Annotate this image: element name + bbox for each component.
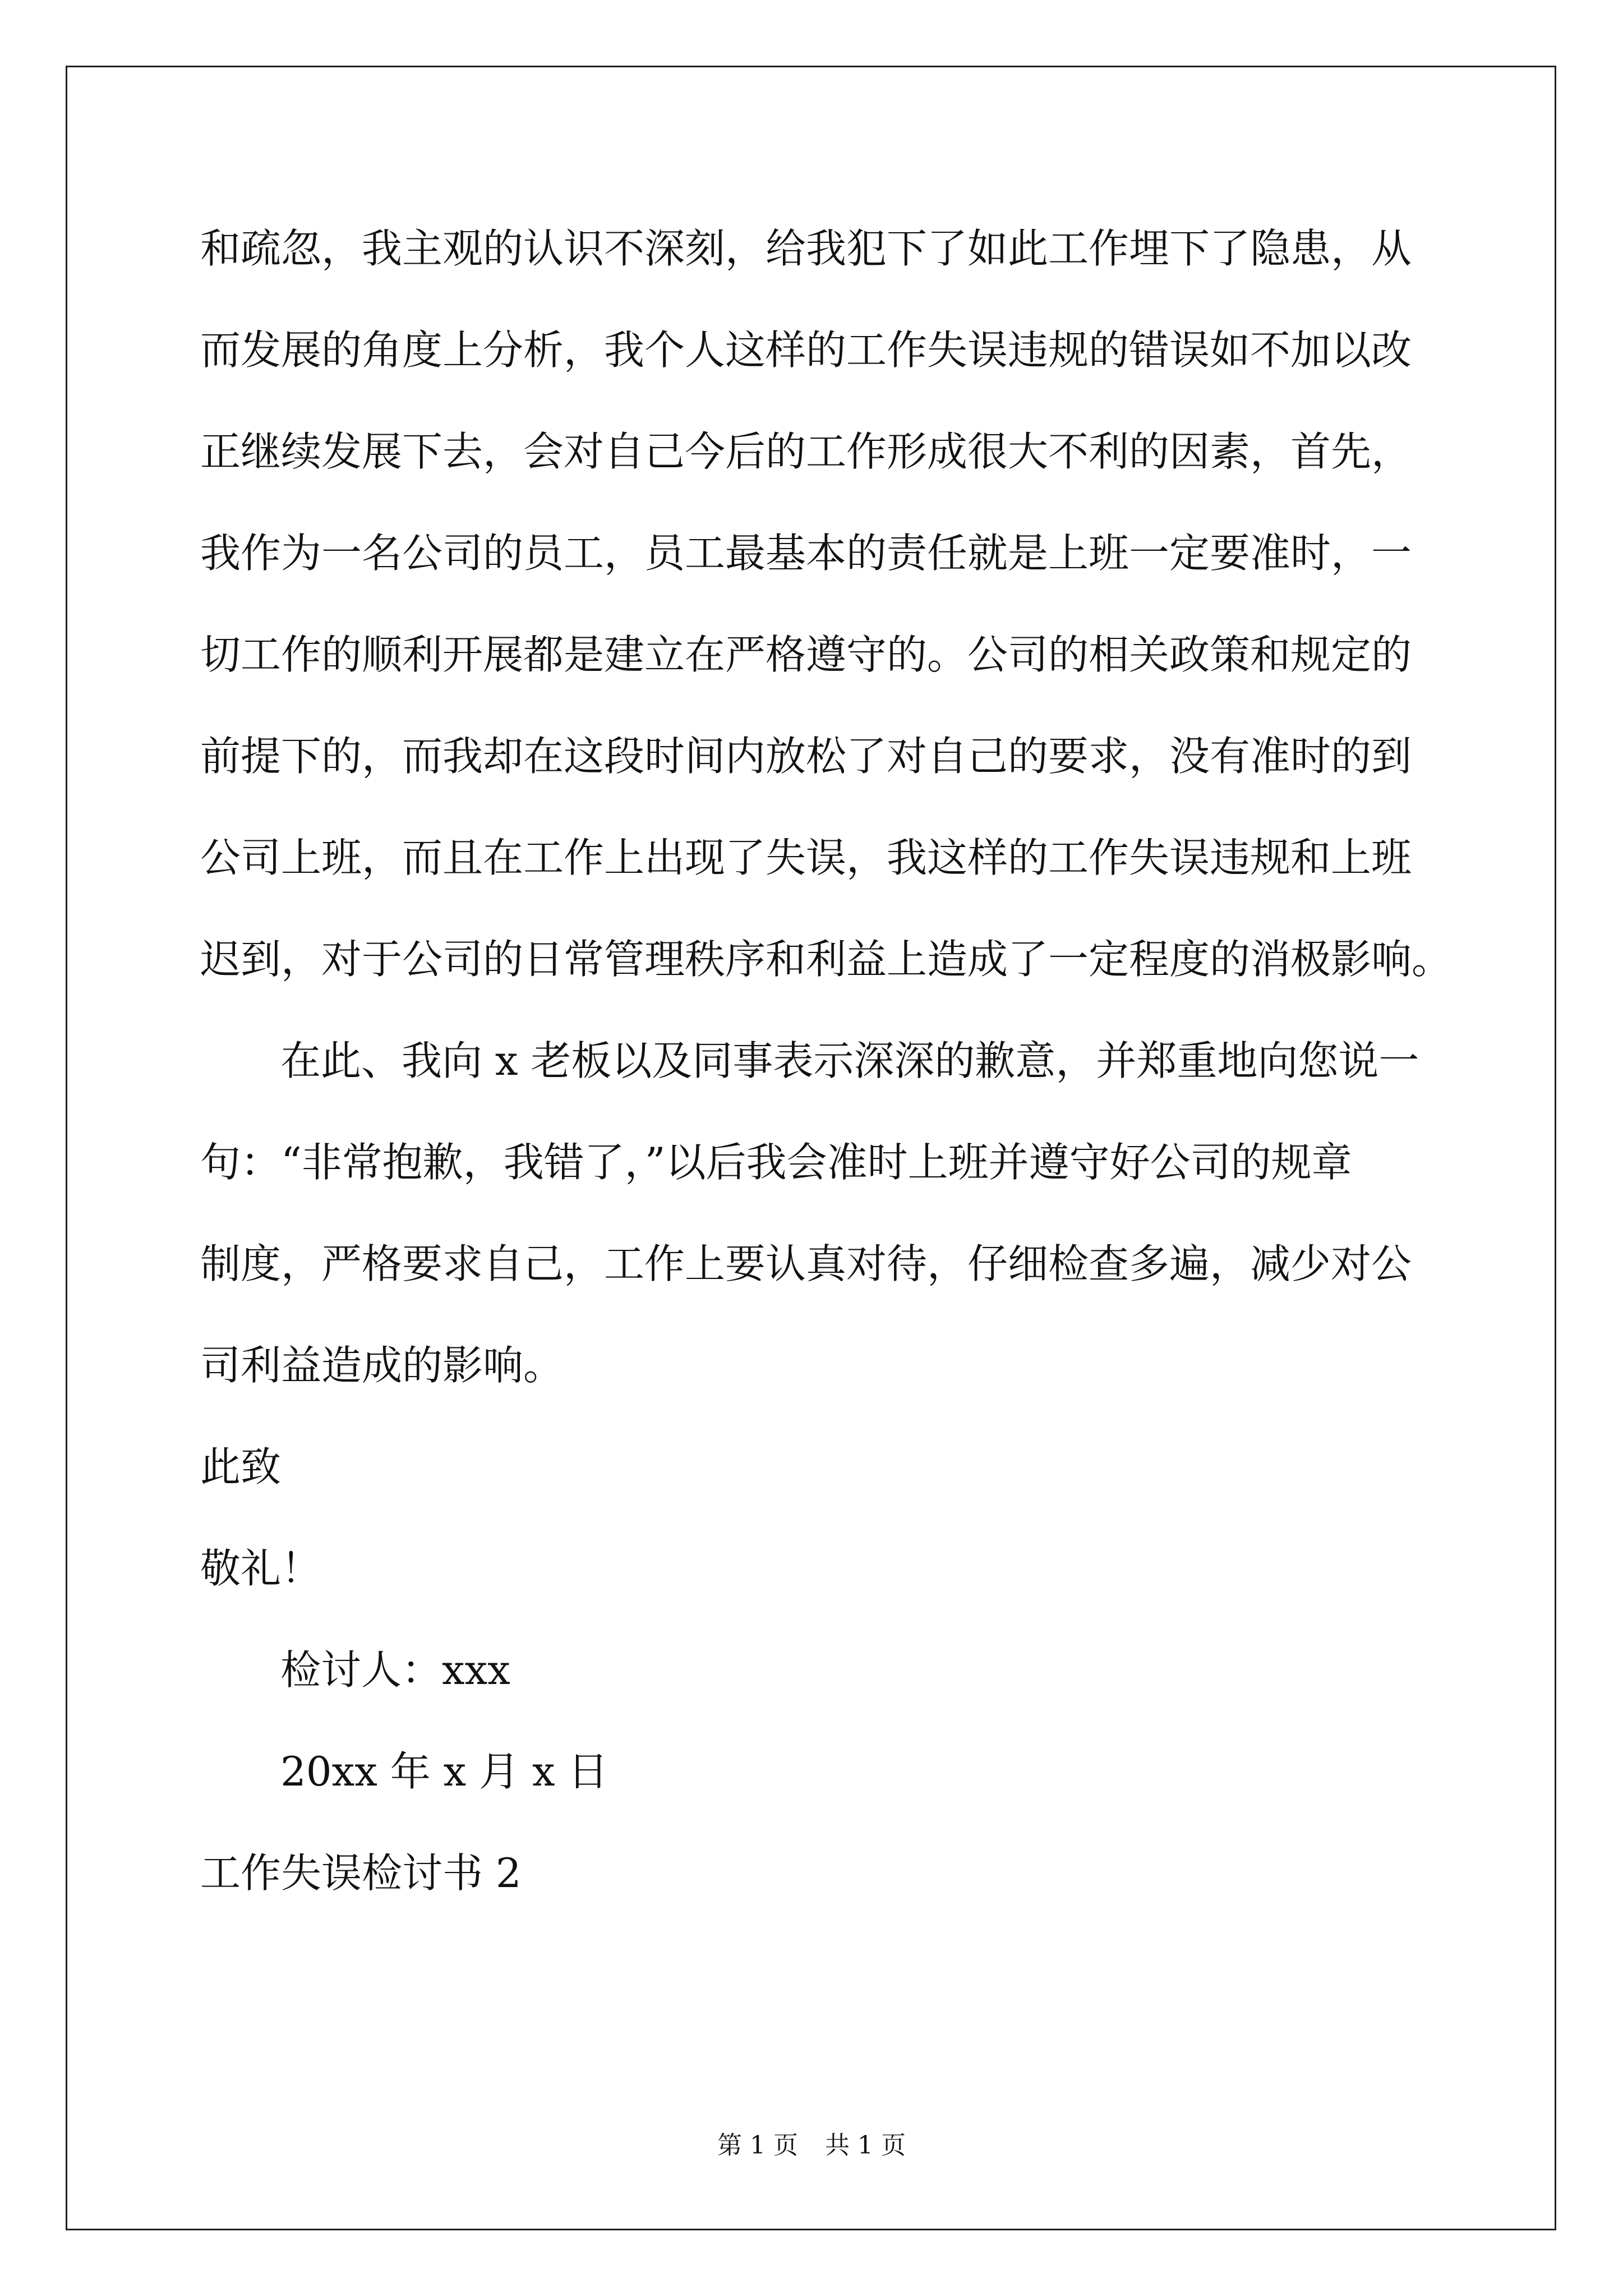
- page-number: 第 1 页: [717, 2131, 798, 2160]
- apology-line: 制度，严格要求自己，工作上要认真对待，仔细检查多遍，减少对公: [200, 1240, 1412, 1287]
- page-footer: [0, 2129, 1623, 2162]
- body-line: 公司上班，而且在工作上出现了失误，我这样的工作失误违规和上班: [200, 834, 1412, 881]
- page-total: 共 1 页: [825, 2131, 906, 2160]
- body-line: 而发展的角度上分析，我个人这样的工作失误违规的错误如不加以改: [200, 326, 1412, 374]
- next-document-title: 工作失误检讨书 2: [200, 1849, 522, 1897]
- apology-line: 司利益造成的影响。: [200, 1342, 564, 1389]
- signer: 检讨人：xxx: [280, 1646, 510, 1694]
- body-line: 切工作的顺利开展都是建立在严格遵守的。公司的相关政策和规定的: [200, 631, 1412, 678]
- body-line: 迟到，对于公司的日常管理秩序和利益上造成了一定程度的消极影响。: [200, 936, 1453, 983]
- apology-line: 句：“非常抱歉，我错了，”以后我会准时上班并遵守好公司的规章: [200, 1139, 1352, 1186]
- salutation: 此致: [200, 1443, 282, 1490]
- body-line: 和疏忽，我主观的认识不深刻，给我犯下了如此工作埋下了隐患，从: [200, 225, 1412, 272]
- body-line: 正继续发展下去，会对自己今后的工作形成很大不利的因素，首先，: [200, 428, 1412, 475]
- regards: 敬礼！: [200, 1545, 322, 1592]
- body-line: 我作为一名公司的员工，员工最基本的责任就是上班一定要准时，一: [200, 530, 1412, 577]
- body-line: 前提下的，而我却在这段时间内放松了对自己的要求，没有准时的到: [200, 733, 1412, 780]
- date: 20xx 年 x 月 x 日: [280, 1748, 608, 1795]
- apology-line: 在此、我向 x 老板以及同事表示深深的歉意，并郑重地向您说一: [280, 1037, 1419, 1084]
